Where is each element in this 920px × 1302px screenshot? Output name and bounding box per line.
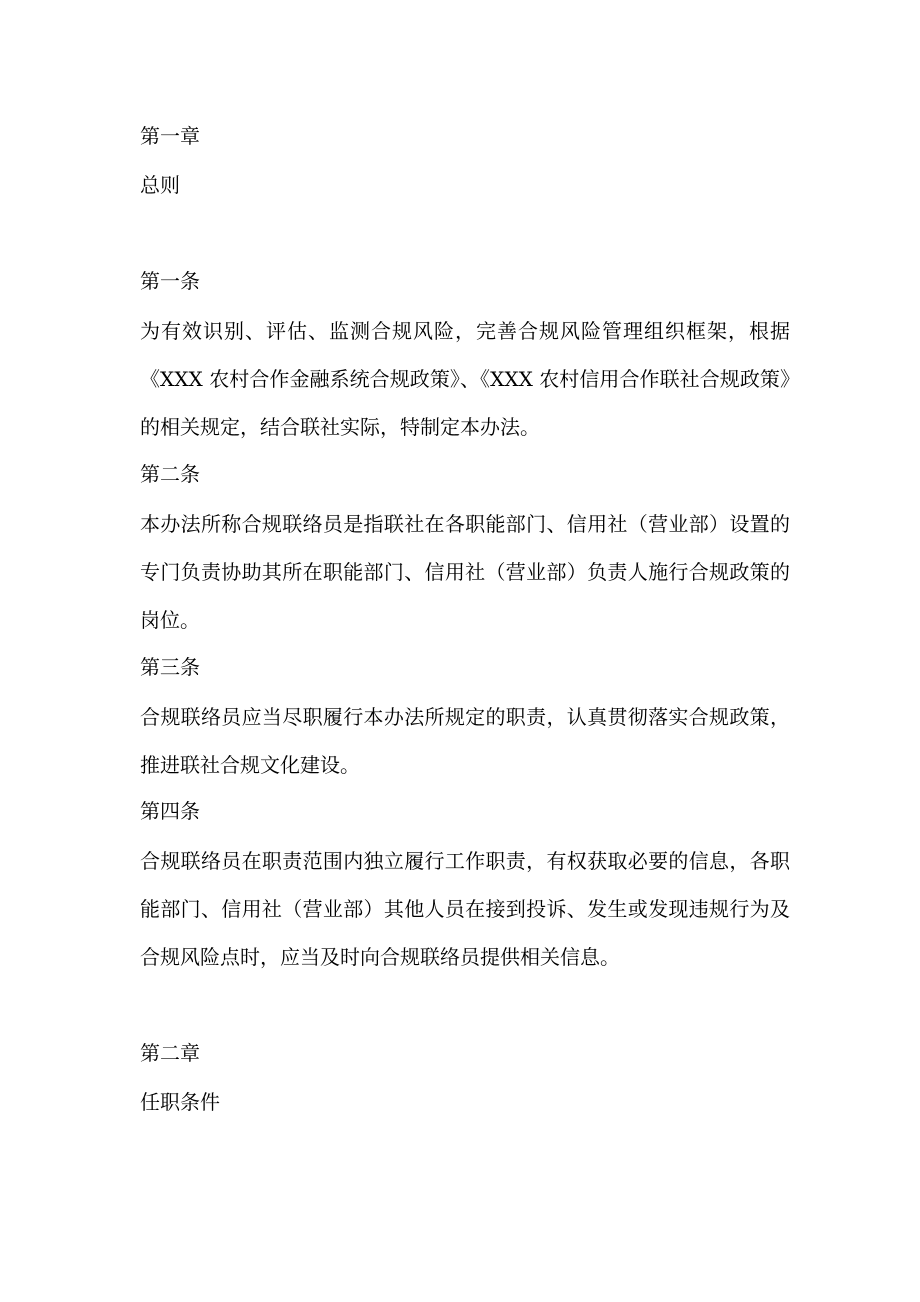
article-4-label: 第四条 [140,799,200,823]
article-4-text: 合规联络员在职责范围内独立履行工作职责，有权获取必要的信息，各职能部门、信用社（营业部）其他人员在接到投诉、发生或发现违规行为及合规风险点时，应当及时向合规联络员提供相关信息。 [140,849,790,969]
article-1-label: 第一条 [140,269,200,293]
article-3-text: 合规联络员应当尽职履行本办法所规定的职责，认真贯彻落实合规政策，推进联社合规文化建设。 [140,705,790,777]
chapter-1-label: 第一章 [140,124,200,148]
article-1-text: 为有效识别、评估、监测合规风险，完善合规风险管理组织框架，根据《XXX 农村合作金融系统合规政策》、《XXX 农村信用合作联社合规政策》的相关规定，结合联社实际，特制定本办法。 [140,319,790,439]
chapter-2-label: 第二章 [140,1041,200,1065]
chapter-2-title: 任职条件 [140,1090,220,1114]
article-3-label: 第三条 [140,655,200,679]
article-2-label: 第二条 [140,462,200,486]
chapter-1-title: 总则 [140,173,180,197]
article-2-text: 本办法所称合规联络员是指联社在各职能部门、信用社（营业部）设置的专门负责协助其所在职能部门、信用社（营业部）负责人施行合规政策的岗位。 [140,512,790,632]
